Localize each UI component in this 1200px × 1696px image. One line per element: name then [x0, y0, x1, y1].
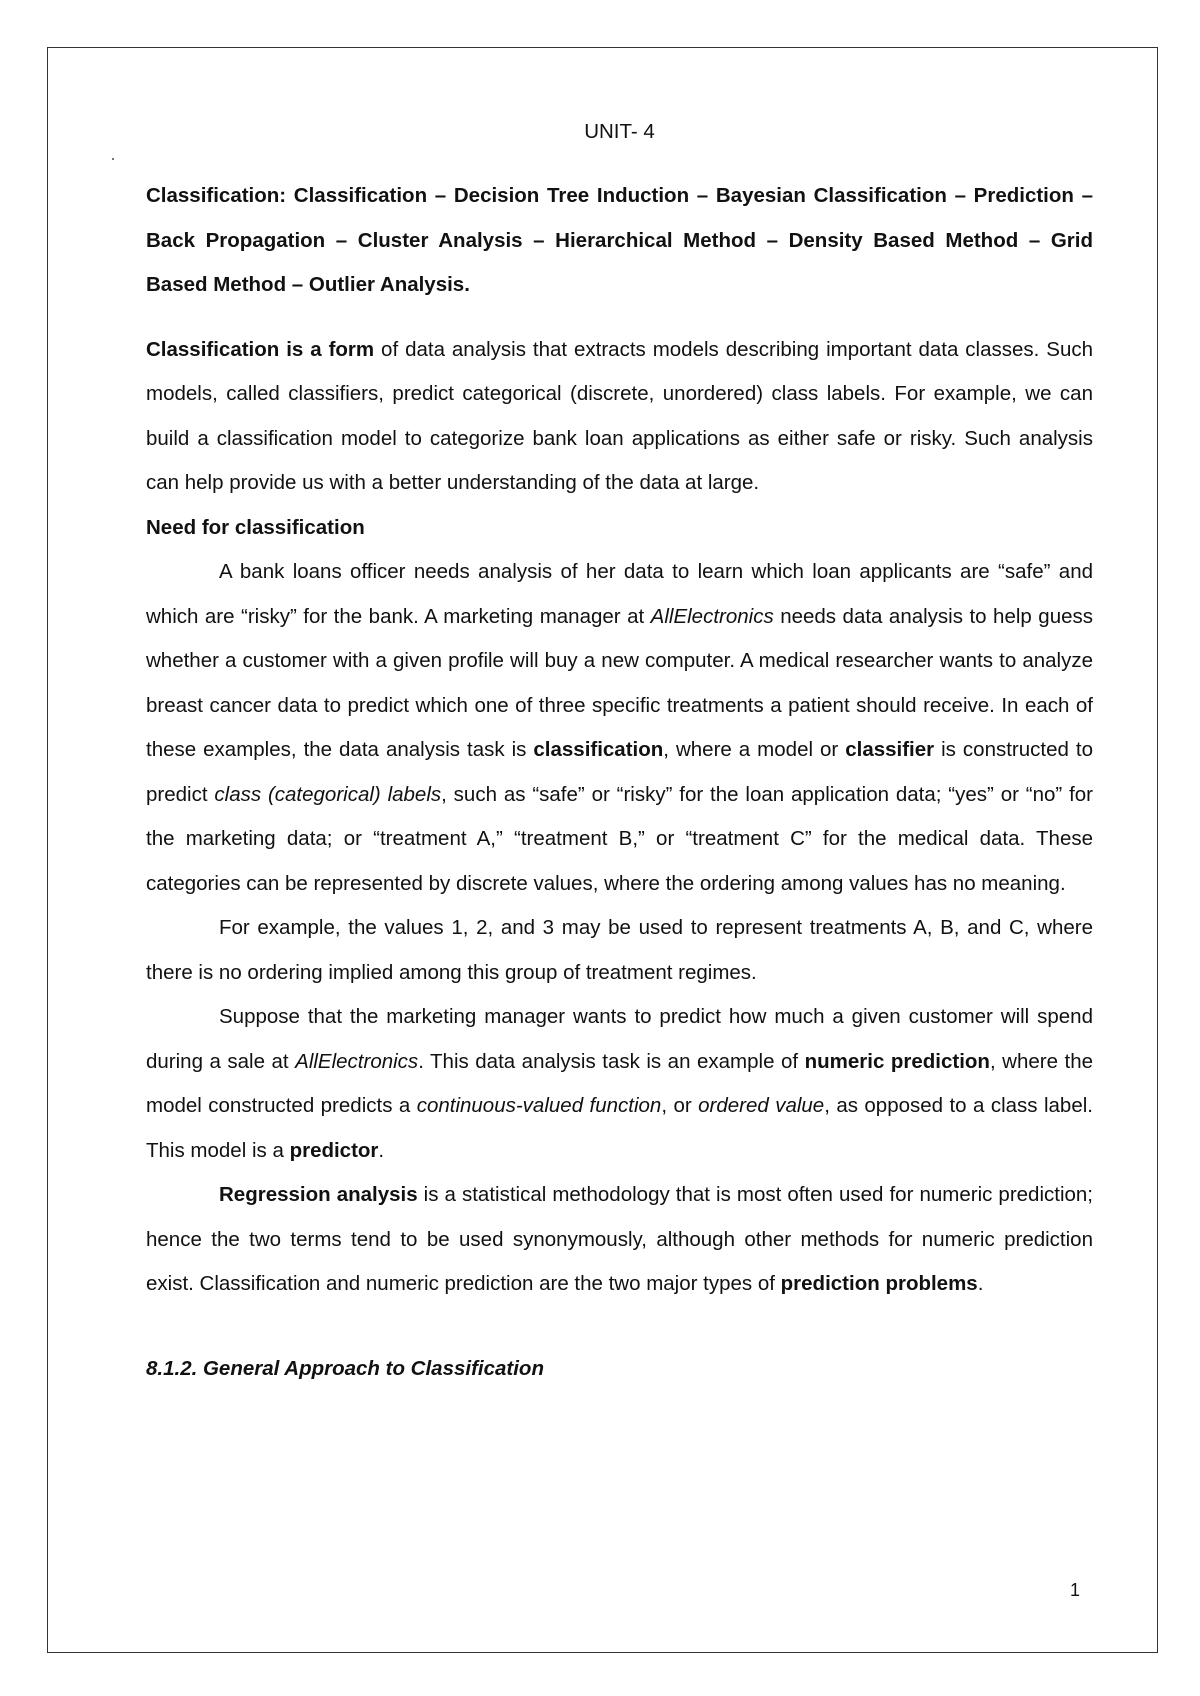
section-heading-general-approach: 8.1.2. General Approach to Classification: [146, 1356, 544, 1380]
bold-term: Classification is a form: [146, 337, 375, 361]
page-number: 1: [1070, 1580, 1081, 1600]
italic-term: continuous-valued function: [416, 1094, 662, 1117]
italic-term: class (categorical) labels: [214, 782, 442, 806]
text-run: is a statistical methodology that is most often used for numeric prediction; hence the two terms tend to be used synonymously, although other methods for numeric prediction exist. Classification and numeric prediction are the two major types of: [146, 1183, 1094, 1295]
paragraph-treatment-values: For example, the values 1, 2, and 3 may be used to represent treatments A, B, and C, where there is no ordering implied among this group of treatment regimes.: [146, 916, 1093, 984]
bold-term: numeric prediction: [804, 1049, 990, 1073]
text-run: . This data analysis task is an example of: [418, 1049, 805, 1073]
bold-term: classifier: [845, 738, 935, 761]
syllabus-topics: Classification: Classification – Decision Tree Induction – Bayesian Classification – Prediction – Back Propagation – Cluster Analysis – Hierarchical Method – Density Based Method – Grid Based Method – Outlier Analysis.: [146, 184, 1093, 296]
paragraph-classification-intro: [146, 328, 1093, 506]
text-run: , where a model or: [663, 738, 846, 761]
page-title: UNIT- 4: [584, 120, 655, 143]
italic-term: ordered value: [698, 1094, 825, 1117]
bold-term: prediction problems: [780, 1272, 978, 1295]
text-run: A bank loans officer needs analysis of her data to learn which loan applicants are “safe” and which are “risky” for the bank. A marketing manager at: [146, 560, 1093, 628]
stray-dot: [112, 158, 114, 160]
text-run: .: [977, 1272, 984, 1295]
italic-term: AllElectronics: [295, 1049, 419, 1073]
text-run: of data analysis that extracts models describing important data classes. Such models, called classifiers, predict categorical (discrete, unordered) class labels. For example, we can build a classification model to categorize bank loan applications as either safe or risky. Such analysis can help provide us with a better understanding of the data at large.: [146, 337, 1093, 494]
paragraph-regression-analysis: [146, 1173, 1093, 1307]
italic-term: AllElectronics: [650, 604, 774, 628]
text-run: , or: [661, 1094, 699, 1117]
text-run: , such as “safe” or “risky” for the loan application data; “yes” or “no” for the marketing data; or “treatment A,” “treatment B,” or “treatment C” for the medical data. These categories can be represented by discrete values, where the ordering among values has no meaning.: [146, 782, 1093, 895]
bold-term: Regression analysis: [219, 1183, 418, 1206]
document-body: [146, 110, 1093, 1391]
text-run: .: [378, 1138, 385, 1162]
text-run: , as opposed to a class label. This model is a: [146, 1094, 1093, 1162]
paragraph-numeric-prediction: [146, 995, 1093, 1173]
text-run: is constructed to predict: [146, 738, 1093, 806]
bold-term: predictor: [289, 1138, 379, 1162]
text-run: , where the model constructed predicts a: [146, 1049, 1094, 1117]
paragraph-need-examples: [146, 550, 1093, 906]
text-run: Suppose that the marketing manager wants to predict how much a given customer will spend during a sale at: [146, 1005, 1093, 1073]
heading-need-for-classification: Need for classification: [146, 515, 365, 539]
text-run: needs data analysis to help guess whether a customer with a given profile will buy a new computer. A medical researcher wants to analyze breast cancer data to predict which one of three specific treatments a patient should receive. In each of these examples, the data analysis task is: [146, 604, 1093, 761]
bold-term: classification: [533, 738, 664, 761]
